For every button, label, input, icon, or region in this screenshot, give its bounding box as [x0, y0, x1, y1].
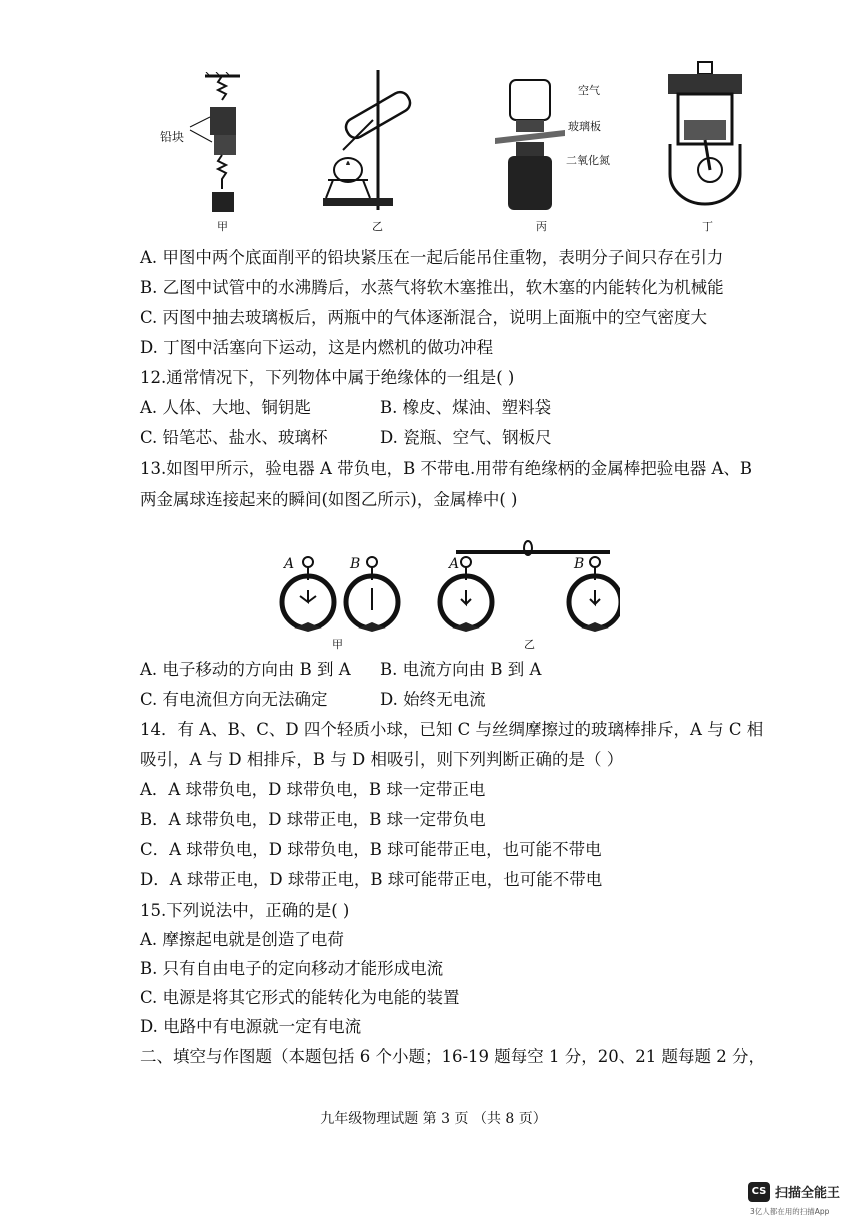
camscanner-tagline: 3亿人都在用的扫描App [750, 1207, 830, 1216]
figure-electroscopes [270, 540, 620, 650]
figure-ding-label: 丁 [702, 220, 713, 233]
figure-electroscope-b-jia: B [350, 556, 361, 572]
q14-stem-line1: 14．有 A、B、C、D 四个轻质小球，已知 C 与丝绸摩擦过的玻璃棒排斥，A 与 C 相 [140, 720, 764, 739]
figure-jia-annot: 铅块 [160, 130, 185, 144]
figure-ding-engine [660, 60, 750, 210]
q15-stem: 15.下列说法中，正确的是( ) [140, 901, 350, 920]
q15-option-a: A. 摩擦起电就是创造了电荷 [140, 930, 344, 949]
q13-option-c: C. 有电流但方向无法确定 [140, 690, 328, 709]
section-2-heading: 二、填空与作图题（本题包括 6 个小题；16-19 题每空 1 分，20、21 题每题 2 分， [140, 1047, 766, 1066]
q15-option-d: D. 电路中有电源就一定有电流 [140, 1017, 362, 1036]
q15-option-c: C. 电源是将其它形式的能转化为电能的装置 [140, 988, 460, 1007]
q12-option-c: C. 铅笔芯、盐水、玻璃杯 [140, 428, 328, 447]
q15-option-b: B. 只有自由电子的定向移动才能形成电流 [140, 959, 444, 978]
scanner-watermark [748, 1178, 860, 1222]
q12-options-row1 [140, 398, 551, 418]
q11-option-c: C. 丙图中抽去玻璃板后，两瓶中的气体逐渐混合，说明上面瓶中的空气密度大 [140, 308, 708, 327]
q14-option-b: B．A 球带负电，D 球带正电，B 球一定带负电 [140, 810, 486, 829]
figure-jia-label: 甲 [217, 220, 228, 233]
q13-stem-line1: 13.如图甲所示，验电器 A 带负电，B 不带电.用带有绝缘柄的金属棒把验电器 A、B [140, 459, 753, 478]
q13-option-b: B. 电流方向由 B 到 A [380, 660, 542, 679]
figure-jia-lead-blocks [150, 72, 260, 222]
q13-stem-line2: 两金属球连接起来的瞬间(如图乙所示)，金属棒中( ) [140, 490, 518, 509]
figure-bing-annot-no2: 二氧化氮 [566, 154, 610, 167]
q11-option-b: B. 乙图中试管中的水沸腾后，水蒸气将软木塞推出，软木塞的内能转化为机械能 [140, 278, 724, 297]
figure-bing-gas-bottles [490, 70, 570, 220]
figure-electroscope-a-jia: A [284, 556, 295, 572]
q14-option-d: D．A 球带正电，D 球带正电，B 球可能带正电，也可能不带电 [140, 870, 603, 889]
q12-option-a: A. 人体、大地、铜钥匙 [140, 398, 311, 417]
figure-bing-annot-glass: 玻璃板 [568, 120, 601, 133]
figure-yi-label: 乙 [372, 220, 383, 233]
camscanner-logo-icon: CS [748, 1182, 770, 1202]
q11-option-d: D. 丁图中活塞向下运动，这是内燃机的做功冲程 [140, 338, 494, 357]
q13-option-a: A. 电子移动的方向由 B 到 A [140, 660, 351, 679]
figure-electroscope-yi-label: 乙 [524, 638, 535, 651]
q13-options-row2 [140, 690, 486, 710]
figure-bing-annot-air: 空气 [578, 84, 600, 97]
q12-option-d: D. 瓷瓶、空气、钢板尺 [380, 428, 552, 447]
figure-electroscope-b-yi: B [574, 556, 585, 572]
figure-bing-label: 丙 [536, 220, 547, 233]
q14-option-c: C．A 球带负电，D 球带负电，B 球可能带正电，也可能不带电 [140, 840, 602, 859]
figure-electroscope-jia-label: 甲 [332, 638, 343, 651]
figure-electroscope-a-yi: A [449, 556, 460, 572]
q12-stem: 12.通常情况下，下列物体中属于绝缘体的一组是( ) [140, 368, 515, 387]
q13-option-d: D. 始终无电流 [380, 690, 486, 709]
q12-option-b: B. 橡皮、煤油、塑料袋 [380, 398, 552, 417]
q13-options-row1 [140, 660, 541, 680]
camscanner-name: 扫描全能王 [775, 1186, 841, 1201]
page-footer: 九年级物理试题 第 3 页 （共 8 页） [320, 1111, 547, 1127]
figure-yi-test-tube [318, 70, 428, 220]
q11-option-a: A. 甲图中两个底面削平的铅块紧压在一起后能吊住重物，表明分子间只存在引力 [140, 248, 724, 267]
q12-options-row2 [140, 428, 552, 448]
q14-stem-line2: 吸引，A 与 D 相排斥，B 与 D 相吸引，则下列判断正确的是（ ） [140, 750, 624, 769]
q14-option-a: A．A 球带负电，D 球带负电，B 球一定带正电 [140, 780, 486, 799]
